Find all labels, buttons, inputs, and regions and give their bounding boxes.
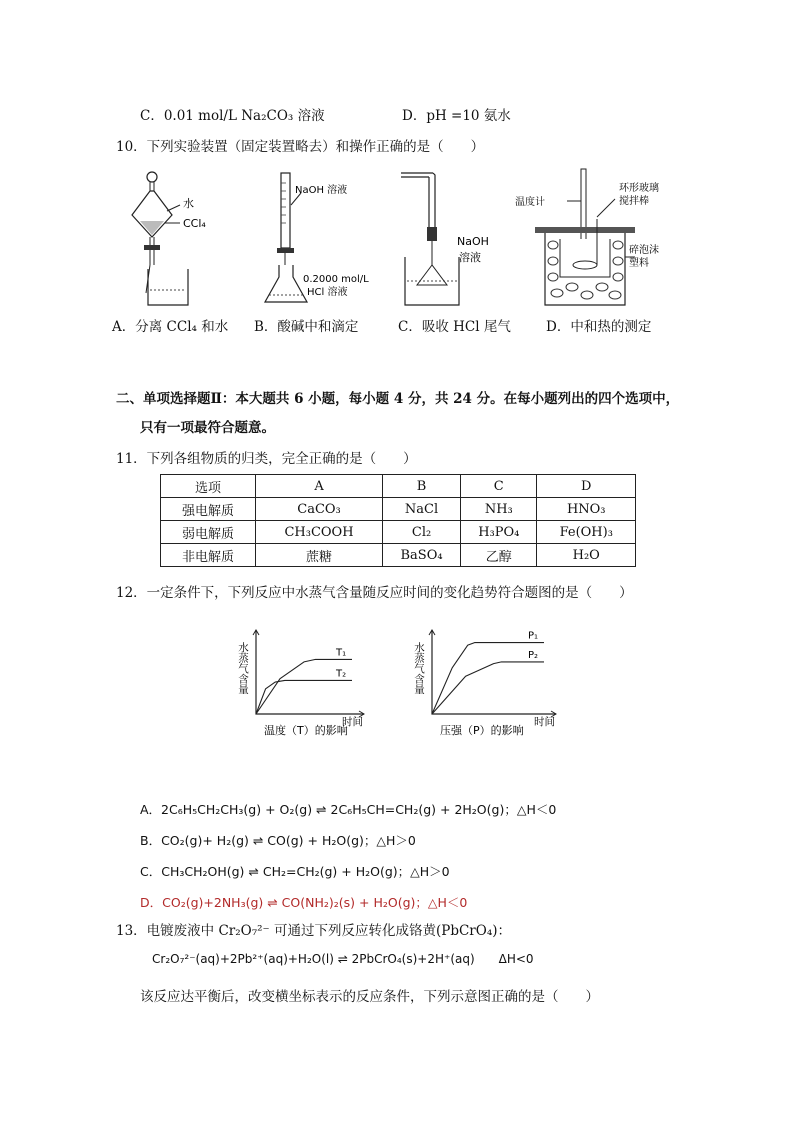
series-line [432,662,544,714]
q9-option-c: C．0.01 mol/L Na₂CO₃ 溶液 [140,108,325,124]
label-stirrer-2: 搅拌棒 [619,196,649,207]
table-cell: H₂O [537,544,636,567]
label-hcl-2: HCl 溶液 [307,287,348,298]
table-cell: CaCO₃ [256,498,383,521]
q10-stem: 10．下列实验装置（固定装置略去）和操作正确的是（ ） [116,139,485,155]
q9-option-d: D．pH =10 氨水 [402,108,511,124]
table-cell: HNO₃ [537,498,636,521]
q12-option-c: C．CH₃CH₂OH(g) ⇌ CH₂=CH₂(g) + H₂O(g)；△H＞0 [140,864,450,879]
q12-option-b: B．CO₂(g)+ H₂(g) ⇌ CO(g) + H₂O(g)；△H＞0 [140,833,416,848]
caption-b: B．酸碱中和滴定 [254,319,359,335]
caption-a: A．分离 CCl₄ 和水 [112,319,229,335]
figure-titration [255,165,385,315]
chart-title: 压强（P）的影响 [440,724,524,737]
section-2-line-1: 二、单项选择题Ⅱ：本大题共 6 小题，每小题 4 分，共 24 分。在每小题列出的四个选项中， [116,391,680,407]
table-header: A [256,475,383,498]
table-row [161,498,636,521]
figure-hcl-absorption [395,165,515,315]
caption-c: C．吸收 HCl 尾气 [398,319,511,335]
label-foam-2: 塑料 [629,258,649,269]
series-label: T₁ [336,647,347,659]
series-label: P₁ [528,630,539,642]
label-foam-1: 碎泡沫 [629,245,659,256]
series-label: T₂ [336,668,347,680]
table-cell: CH₃COOH [256,521,383,544]
label-hcl-1: 0.2000 mol/L [303,274,369,285]
table-cell: BaSO₄ [383,544,461,567]
table-header: C [461,475,537,498]
table-row [161,521,636,544]
series-label: P₂ [528,649,539,661]
x-axis-label: 时间 [534,716,555,729]
table-header: 选项 [161,475,256,498]
table-cell: 强电解质 [161,498,256,521]
label-ccl4: CCl₄ [183,217,206,230]
table-row [161,544,636,567]
q12-stem: 12．一定条件下，下列反应中水蒸气含量随反应时间的变化趋势符合题图的是（ ） [116,585,633,601]
label-stirrer-1: 环形玻璃 [619,183,659,194]
q13-stem: 13．电镀废液中 Cr₂O₇²⁻ 可通过下列反应转化成铬黄(PbCrO₄)： [116,923,511,939]
y-axis-label: 水蒸气含量 [413,642,425,695]
table-cell: 蔗糖 [256,544,383,567]
chart-pressure [410,618,570,742]
table-cell: 非电解质 [161,544,256,567]
table-cell: NaCl [383,498,461,521]
chart-temperature [234,618,374,742]
q13-equation: Cr₂O₇²⁻(aq)+2Pb²⁺(aq)+H₂O(l) ⇌ 2PbCrO₄(s)+2H⁺(aq) ΔH<0 [152,952,534,966]
x-axis-label: 时间 [342,716,363,729]
q11-stem: 11．下列各组物质的归类，完全正确的是（ ） [116,451,417,467]
table-cell: 弱电解质 [161,521,256,544]
q12-option-d: D．CO₂(g)+2NH₃(g) ⇌ CO(NH₂)₂(s) + H₂O(g)；△H＜0 [140,895,468,910]
table-cell: 乙醇 [461,544,537,567]
figure-calorimeter [505,165,665,315]
table-cell: Fe(OH)₃ [537,521,636,544]
q12-option-a: A．2C₆H₅CH₂CH₃(g) + O₂(g) ⇌ 2C₆H₅CH=CH₂(g) + 2H₂O(g)；△H＜0 [140,802,557,817]
q11-table [160,474,636,567]
section-2-line-2: 只有一项最符合题意。 [140,420,275,436]
label-solution-c: 溶液 [459,251,481,264]
label-naoh: NaOH 溶液 [295,185,348,196]
table-cell: H₃PO₄ [461,521,537,544]
table-header: B [383,475,461,498]
table-header-row [161,475,636,498]
label-water: 水 [183,197,194,210]
q13-question: 该反应达平衡后，改变横坐标表示的反应条件，下列示意图正确的是（ ） [140,989,599,1005]
label-naoh-c: NaOH [457,235,489,248]
chart-title: 温度（T）的影响 [264,724,348,737]
table-header: D [537,475,636,498]
table-cell: NH₃ [461,498,537,521]
series-line [256,680,352,714]
y-axis-label: 水蒸气含量 [237,642,249,695]
table-cell: Cl₂ [383,521,461,544]
axis [256,630,364,714]
caption-d: D．中和热的测定 [546,319,652,335]
label-thermometer: 温度计 [515,197,545,208]
figure-separating-funnel [110,165,230,315]
